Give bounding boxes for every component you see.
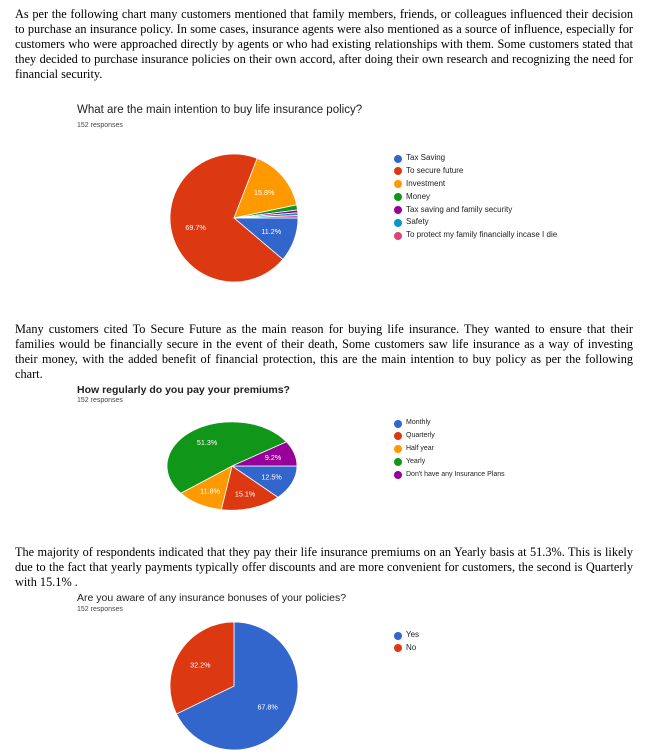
legend-swatch <box>394 632 402 640</box>
legend-label: Tax Saving <box>406 153 446 162</box>
legend-label: Monthly <box>406 419 431 426</box>
slice-label-no: 32.2% <box>190 660 211 670</box>
legend-label: Tax saving and family security <box>406 204 513 214</box>
legend-label: Yes <box>406 630 420 639</box>
legend-label: Yearly <box>406 457 426 465</box>
slice-label-quarterly: 15.1% <box>234 489 256 499</box>
legend-label: To protect my family financially incase I die <box>406 230 558 240</box>
slice-label-yearly: 51.3% <box>196 437 218 447</box>
legend-label: Safety <box>406 217 429 227</box>
paragraph-secure-future: Many customers cited To Secure Future as the main reason for buying life insurance. They wanted to ensure that their families would be financially secure in the event of their death, Some customers saw life insurance as a way of investing their money, with the added benefit of financial protection, this are the main intention to buy policy as per the following chart. <box>15 322 633 381</box>
paragraph-yearly: The majority of respondents indicated that they pay their life insurance premiums on an Yearly basis at 51.3%. This is likely due to the fact that yearly payments typically offer discounts and are more convenient for customers, the second is Quarterly with 15.1% . <box>15 545 633 589</box>
chart-title: Are you aware of any insurance bonuses of your policies? <box>77 592 347 604</box>
legend-item-yes <box>394 630 494 641</box>
slice-label-tax-saving: 11.2% <box>261 227 282 237</box>
legend-label: Investment <box>406 178 446 188</box>
slice-label-don-t-have-any-insurance-plans: 9.2% <box>264 453 282 463</box>
legend-item-no <box>394 643 494 654</box>
legend-label: Half year <box>406 444 435 452</box>
legend-label: No <box>406 642 417 652</box>
chart-title: What are the main intention to buy life insurance policy? <box>77 104 363 116</box>
slice-label-half-year: 11.8% <box>200 486 221 496</box>
paragraph-intro: As per the following chart many customers mentioned that family members, friends, or colleagues influenced their decision to purchase an insurance policy. In some cases, insurance agents were also mentioned as a source of influence, especially for customers who were approached directly by agents or who had existing relationships with them. Some customers stated that they decided to purchase insurance policies on their own accord, after doing their own research and recognizing the need for financial security. <box>15 7 633 81</box>
slice-label-to-secure-future: 69.7% <box>185 223 206 233</box>
legend-label: Money <box>406 191 431 201</box>
chart-legend <box>394 630 494 656</box>
slice-label-investment: 15.8% <box>254 187 275 197</box>
chart-response-count: 152 responses <box>77 397 123 404</box>
slice-label-yes: 67.8% <box>257 702 278 712</box>
chart-response-count: 152 responses <box>77 606 123 613</box>
chart-title: How regularly do you pay your premiums? <box>77 384 290 396</box>
slice-label-monthly: 12.5% <box>261 472 282 482</box>
legend-swatch <box>394 644 402 652</box>
legend-label: Quarterly <box>406 431 435 439</box>
legend-label: To secure future <box>406 165 464 175</box>
chart-response-count: 152 responses <box>77 122 123 129</box>
legend-label: Don't have any Insurance Plans <box>406 470 505 478</box>
